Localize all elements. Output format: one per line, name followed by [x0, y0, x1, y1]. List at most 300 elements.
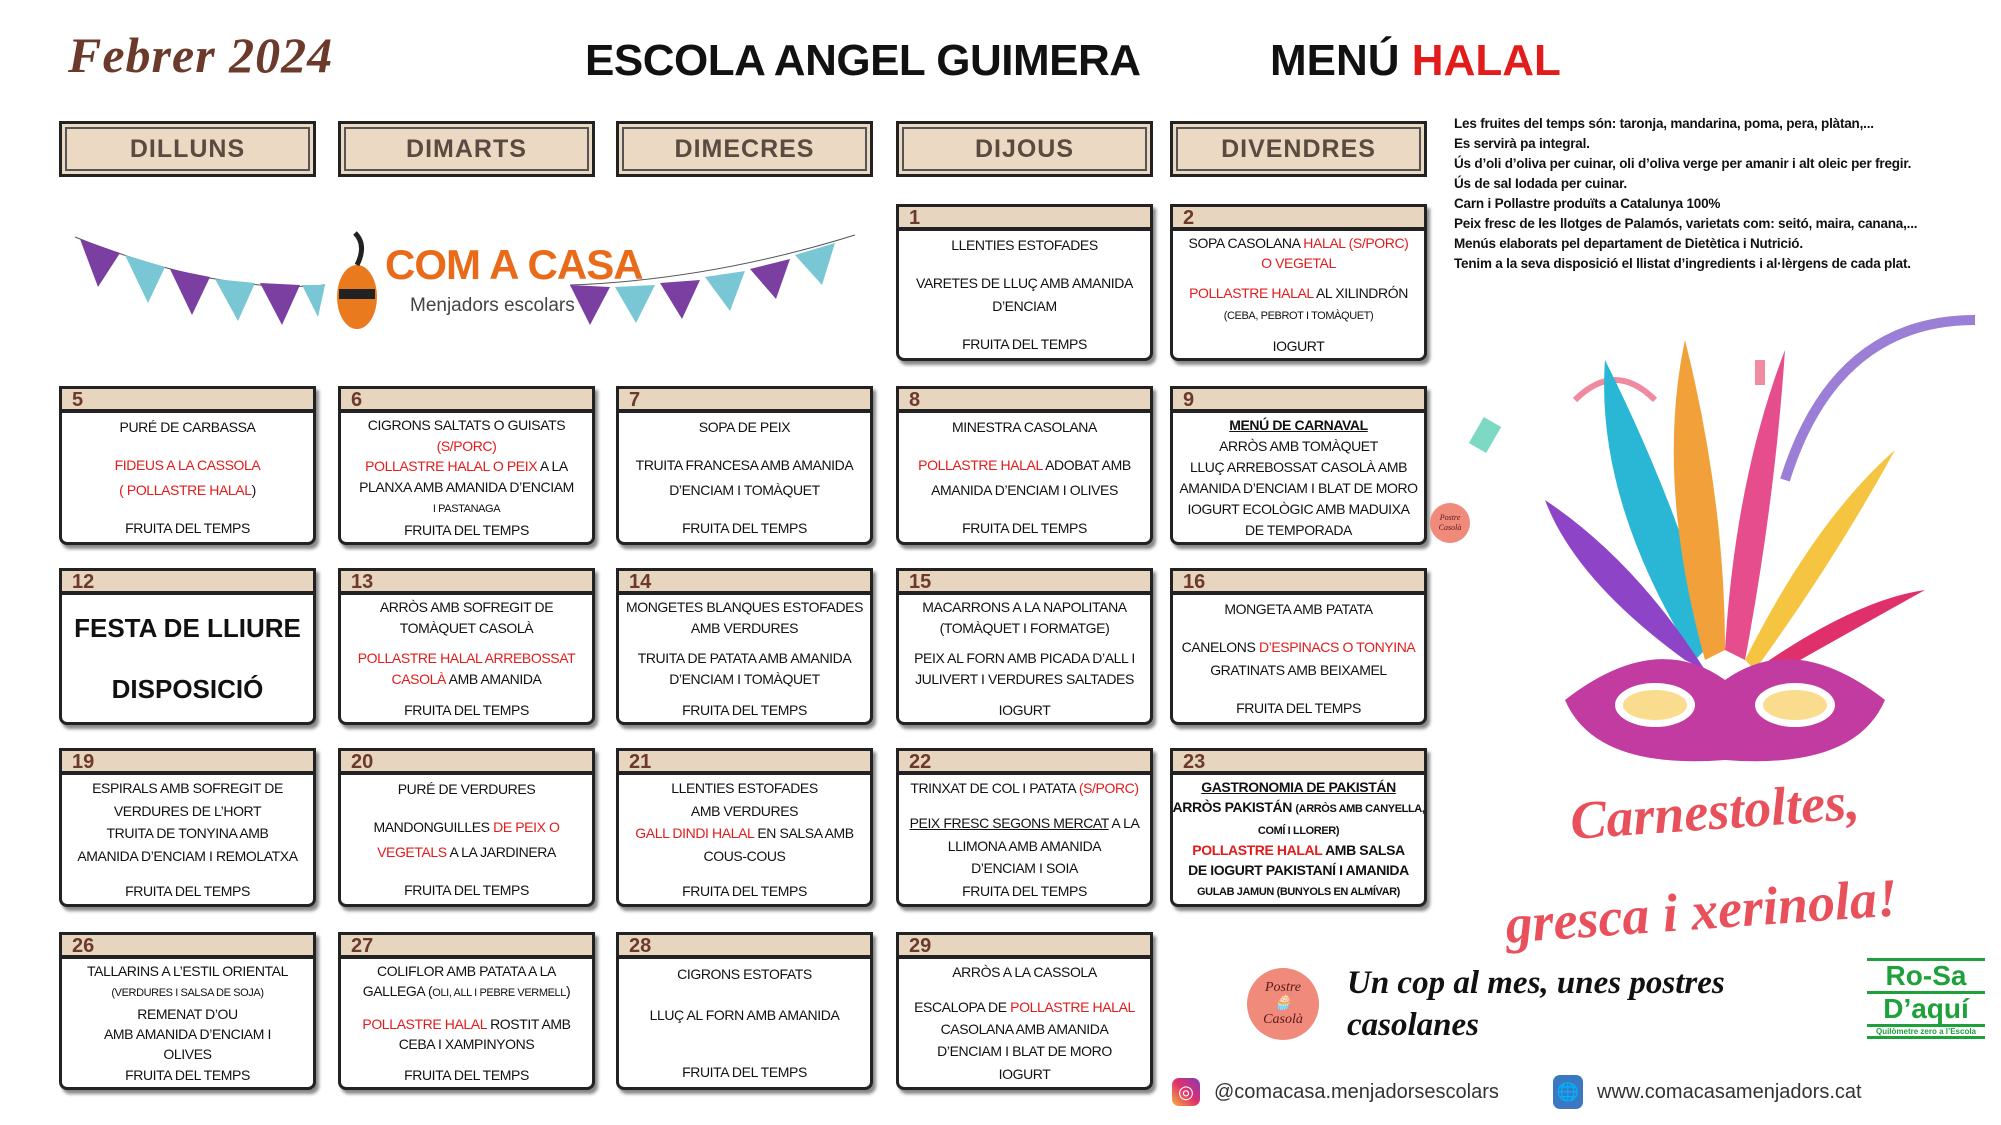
dish-text: MENÚ DE CARNAVAL — [1229, 417, 1368, 434]
dish-text: ESCALOPA DE — [914, 998, 1011, 1015]
dish-text: GASTRONOMIA DE PAKISTÁN — [1201, 778, 1396, 795]
day-number: 13 — [341, 571, 592, 595]
dish-text: ADOBAT AMB — [1042, 457, 1131, 474]
dish-text: IOGURT — [1272, 337, 1325, 354]
dish-text: OLIVES — [163, 1046, 212, 1063]
day-number: 14 — [619, 571, 870, 595]
globe-icon: 🌐 — [1553, 1075, 1583, 1109]
note-line: Ús de sal Iodada per cuinar. — [1454, 176, 1627, 191]
dish-line — [380, 598, 553, 616]
day-number: 22 — [899, 751, 1150, 775]
dish-text: D’ENCIAM I SOIA — [971, 860, 1078, 877]
dish-text: TRUITA DE PATATA AMB AMANIDA — [637, 650, 852, 667]
dish-line — [125, 519, 250, 537]
day-number: 6 — [341, 389, 592, 413]
dish-line — [1189, 234, 1409, 252]
menu-day-13 — [338, 568, 595, 725]
day-number: 2 — [1173, 207, 1424, 231]
menu-day-16 — [1170, 568, 1427, 725]
dish-text: ARRÒS A LA CASSOLA — [952, 964, 1097, 981]
note-line: Ús d’oli d’oliva per cuinar, oli d’oliva verge per amanir i alt oleic per fregir. — [1454, 156, 1912, 171]
dish-line — [671, 779, 818, 797]
dish-line — [112, 672, 264, 706]
dish-line — [358, 649, 576, 667]
dish-text: (ARRÒS AMB CANYELLA, — [1295, 802, 1424, 815]
dish-line — [669, 670, 820, 688]
day-number: 27 — [341, 935, 592, 959]
dish-line — [1190, 458, 1407, 476]
dish-text: MACARRONS A LA NAPOLITANA — [922, 599, 1127, 616]
dish-line — [392, 670, 542, 688]
dish-line — [962, 882, 1087, 900]
menu-day-14 — [616, 568, 873, 725]
dish-text: D’ENCIAM I TOMÀQUET — [669, 670, 820, 687]
day-number: 26 — [62, 935, 313, 959]
dish-line — [638, 649, 852, 667]
dish-text: FRUITA DEL TEMPS — [125, 882, 250, 899]
day-menu — [341, 959, 592, 1087]
menu-day-7 — [616, 386, 873, 545]
dish-text: COLIFLOR AMB PATATA A LA — [377, 963, 556, 980]
day-menu — [899, 413, 1150, 542]
dish-line — [1236, 699, 1361, 717]
day-number: 9 — [1173, 389, 1424, 413]
dish-text: FRUITA DEL TEMPS — [962, 519, 1087, 536]
dish-text: REMENAT D’OU — [137, 1005, 238, 1022]
dish-line — [120, 418, 256, 436]
day-menu — [899, 231, 1150, 358]
km0-tagline: Quilòmetre zero a l’Escola — [1867, 1027, 1985, 1039]
dish-text: LLIMONA AMB AMANIDA — [947, 837, 1102, 854]
dish-text: FRUITA DEL TEMPS — [404, 1066, 529, 1083]
day-menu — [899, 959, 1150, 1087]
day-number: 19 — [62, 751, 313, 775]
note-line: Les fruites del temps són: taronja, mandarina, poma, pera, plàtan,... — [1454, 116, 1874, 131]
dish-text: CIGRONS SALTATS O GUISATS — [367, 417, 566, 434]
note-line: Menús elaborats pel departament de Dietètica i Nutrició. — [1454, 236, 1803, 251]
day-number: 1 — [899, 207, 1150, 231]
dish-line — [1224, 600, 1372, 618]
halal-highlight: FIDEUS A LA CASSOLA — [114, 457, 261, 474]
dish-line — [910, 779, 1138, 797]
dish-text: AMB VERDURES — [690, 619, 799, 636]
menu-day-22 — [896, 748, 1153, 907]
dish-text: TRUITA DE TONYINA AMB — [106, 825, 269, 842]
halal-highlight: POLLASTRE HALAL ARREBOSSAT — [357, 650, 576, 667]
dish-text: A LA — [537, 458, 568, 475]
day-menu — [1173, 231, 1424, 358]
dish-line — [363, 982, 570, 1002]
dish-line — [962, 519, 1087, 537]
day-number: 8 — [899, 389, 1150, 413]
halal-highlight: POLLASTRE HALAL O PEIX — [365, 458, 538, 475]
dish-line — [74, 611, 301, 645]
menu-day-20 — [338, 748, 595, 907]
dish-line — [910, 814, 1140, 832]
day-menu — [1173, 595, 1424, 722]
dish-text: (TOMÀQUET I FORMATGE) — [939, 619, 1110, 636]
halal-highlight: POLLASTRE HALAL — [918, 457, 1043, 474]
weekday-header-wednesday: DIMECRES — [616, 121, 873, 177]
halal-highlight: POLLASTRE HALAL — [1189, 285, 1314, 302]
website-link[interactable] — [1553, 1075, 1862, 1109]
slogan-line: casolanes — [1347, 1007, 1479, 1043]
dish-text: AMANIDA D’ENCIAM I REMOLATXA — [77, 847, 298, 864]
dish-line — [677, 965, 812, 983]
dish-line — [691, 802, 798, 820]
km0-name2: D’aquí — [1867, 994, 1985, 1027]
halal-highlight: VEGETALS — [377, 843, 447, 860]
dish-line — [359, 478, 574, 496]
dish-line — [636, 456, 854, 474]
dish-line — [682, 701, 807, 719]
dish-text: EN SALSA AMB — [753, 825, 854, 842]
day-menu — [62, 413, 313, 542]
dish-text: ARRÒS PAKISTÁN — [1173, 798, 1296, 815]
dish-text: FRUITA DEL TEMPS — [1236, 700, 1361, 717]
halal-highlight: POLLASTRE HALAL — [362, 1015, 487, 1032]
day-menu — [341, 413, 592, 542]
menu-day-27 — [338, 932, 595, 1090]
dish-text: OLI, ALL I PEBRE VERMELL — [432, 987, 566, 1000]
dish-line — [951, 236, 1098, 254]
dish-text: AMB VERDURES — [690, 802, 799, 819]
dish-text: ARRÒS AMB TOMÀQUET — [1219, 438, 1378, 455]
dish-text: FRUITA DEL TEMPS — [962, 882, 1087, 899]
dish-text: IOGURT — [998, 1065, 1051, 1082]
dish-line — [125, 1066, 250, 1084]
logo-subtitle: Menjadors escolars — [410, 295, 575, 316]
dish-text: PEIX AL FORN AMB PICADA D’ALL I — [914, 650, 1135, 667]
menu-notes — [1454, 114, 1917, 274]
dish-text: AL XILINDRÓN — [1313, 285, 1408, 302]
note-line: Es servirà pa integral. — [1454, 136, 1590, 151]
dish-text: FRUITA DEL TEMPS — [682, 701, 807, 718]
dish-line — [104, 1025, 271, 1043]
dish-line — [368, 416, 565, 434]
dish-text: A LA JARDINERA — [446, 843, 556, 860]
dish-line — [1261, 254, 1336, 272]
menu-day-21 — [616, 748, 873, 907]
halal-highlight: POLLASTRE HALAL — [1192, 842, 1323, 859]
halal-highlight: DE PEIX O — [493, 819, 560, 836]
dish-line — [922, 598, 1126, 616]
dish-line — [940, 619, 1110, 637]
halal-highlight: GALL DINDI HALAL — [635, 825, 754, 842]
dish-text: PURÉ DE VERDURES — [397, 781, 536, 798]
weekday-header-friday: DIVENDRES — [1170, 121, 1427, 177]
dish-text: DE TEMPORADA — [1245, 521, 1352, 538]
halal-highlight: HALAL (S/PORC) — [1303, 235, 1409, 252]
menu-day-29 — [896, 932, 1153, 1090]
dish-line — [931, 481, 1118, 499]
dish-text: AMB AMANIDA — [445, 670, 542, 687]
dish-text: LLUÇ AL FORN AMB AMANIDA — [649, 1007, 840, 1024]
dish-line — [1189, 284, 1408, 302]
dish-line — [682, 1063, 807, 1081]
day-menu — [619, 595, 870, 722]
day-menu — [62, 775, 313, 904]
dish-line — [119, 481, 256, 499]
day-menu — [619, 413, 870, 542]
badge-bottom: Casolà — [1263, 1012, 1303, 1027]
menu-day-1 — [896, 204, 1153, 361]
dish-text: AMANIDA D’ENCIAM I BLAT DE MORO — [1179, 479, 1418, 496]
dish-line — [682, 519, 807, 537]
dish-text: AMB SALSA — [1322, 842, 1405, 859]
logo-name: COM A CASA — [385, 241, 643, 288]
dish-line — [400, 619, 534, 637]
menu-day-12 — [59, 568, 316, 725]
dish-line — [125, 882, 250, 900]
dish-line — [404, 701, 529, 719]
dish-line — [1182, 638, 1416, 656]
dish-text: A LA — [1108, 815, 1140, 832]
menu-day-28 — [616, 932, 873, 1090]
dish-line — [918, 456, 1131, 474]
dish-line — [682, 882, 807, 900]
carnival-title: Carnestoltes, — [1568, 770, 1862, 852]
day-menu — [899, 775, 1150, 904]
halal-highlight: (S/PORC) — [1078, 780, 1139, 797]
instagram-icon: ◎ — [1172, 1078, 1200, 1106]
instagram-handle[interactable] — [1172, 1078, 1499, 1106]
dish-text: D’ENCIAM I TOMÀQUET — [669, 481, 820, 498]
day-number: 7 — [619, 389, 870, 413]
menu-day-5 — [59, 386, 316, 545]
dish-line — [433, 498, 500, 518]
dish-line — [1179, 479, 1417, 497]
dish-text: SOPA DE PEIX — [698, 419, 791, 436]
postre-casola-badge-small — [1430, 503, 1470, 543]
website-text: www.comacasamenjadors.cat — [1597, 1080, 1862, 1103]
badge-bottom: Casolà — [1438, 523, 1462, 532]
dish-text: TRINXAT DE COL I PATATA — [910, 780, 1079, 797]
dish-text: PLANXA AMB AMANIDA D’ENCIAM — [359, 478, 574, 495]
weekday-header-tuesday: DIMARTS — [338, 121, 595, 177]
dish-text: IOGURT ECOLÒGIC AMB MADUIXA — [1187, 500, 1410, 517]
dish-line — [914, 649, 1135, 667]
dish-line — [377, 843, 556, 861]
day-menu — [341, 595, 592, 722]
menu-day-23 — [1170, 748, 1427, 907]
dish-line — [404, 521, 529, 539]
day-number: 21 — [619, 751, 870, 775]
dish-line — [1188, 861, 1409, 879]
day-number: 5 — [62, 389, 313, 413]
dish-line — [437, 437, 497, 455]
day-number: 12 — [62, 571, 313, 595]
menu-day-26 — [59, 932, 316, 1090]
note-line: Tenim a la seva disposició el llistat d’ingredients i al·lèrgens de cada plat. — [1454, 256, 1911, 271]
dish-line — [114, 802, 261, 820]
day-number: 28 — [619, 935, 870, 959]
day-number: 16 — [1173, 571, 1424, 595]
menu-day-19 — [59, 748, 316, 907]
dish-line — [1173, 798, 1424, 818]
dish-text: TRUITA FRANCESA AMB AMANIDA — [635, 457, 854, 474]
day-menu — [619, 775, 870, 904]
dish-line — [650, 1006, 840, 1024]
dish-text: IOGURT — [998, 701, 1051, 718]
dish-line — [1192, 841, 1404, 859]
dish-text: DISPOSICIÓ — [111, 674, 264, 705]
weekday-header-monday: DILLUNS — [59, 121, 316, 177]
menu-day-6 — [338, 386, 595, 545]
dish-line — [404, 881, 529, 899]
dish-text: (VERDURES I SALSA DE SOJA) — [111, 987, 264, 1000]
dish-text: SOPA CASOLANA — [1188, 235, 1304, 252]
dish-line — [669, 481, 820, 499]
dish-text: CIGRONS ESTOFATS — [677, 965, 812, 982]
dish-text: ROSTIT AMB — [486, 1015, 571, 1032]
day-number: 20 — [341, 751, 592, 775]
halal-highlight: O VEGETAL — [1261, 255, 1336, 272]
dish-text: ARRÒS AMB SOFREGIT DE — [379, 599, 554, 616]
dish-line — [115, 456, 261, 474]
halal-highlight: (S/PORC) — [436, 437, 497, 454]
dish-line — [365, 457, 568, 475]
dish-text: FRUITA DEL TEMPS — [125, 1066, 250, 1083]
dish-text: GULAB JAMUN (BUNYOLS EN ALMÍVAR) — [1197, 886, 1400, 899]
menu-type: HALAL — [1411, 36, 1561, 85]
dish-line — [914, 998, 1135, 1016]
dish-line — [92, 779, 283, 797]
menu-day-9 — [1170, 386, 1427, 545]
dish-line — [962, 335, 1087, 353]
dish-text: I PASTANAGA — [432, 503, 501, 516]
coma-a-casa-logo — [335, 225, 643, 340]
dish-text: MONGETA AMB PATATA — [1224, 600, 1373, 617]
dish-text: VARETES DE LLUÇ AMB AMANIDA — [916, 274, 1133, 291]
dish-line — [163, 1045, 211, 1063]
dish-text: MINESTRA CASOLANA — [952, 419, 1097, 436]
dish-line — [635, 824, 853, 842]
dish-text: FESTA DE LLIURE — [74, 612, 301, 643]
rosa-daqui-logo — [1867, 958, 1985, 1039]
dish-line — [626, 598, 863, 616]
dish-text: GALLEGA ( — [362, 983, 433, 1000]
dish-line — [1258, 820, 1339, 840]
dish-line — [1229, 416, 1368, 434]
menu-title — [1270, 36, 1561, 86]
slogan-line: Un cop al mes, unes postres — [1347, 965, 1725, 1001]
slogan — [1347, 962, 1725, 1046]
dish-line — [1187, 500, 1409, 518]
menu-prefix: MENÚ — [1270, 36, 1400, 85]
day-menu — [341, 775, 592, 904]
dish-line — [699, 418, 790, 436]
day-menu — [619, 959, 870, 1087]
dish-text: D’ENCIAM — [992, 298, 1057, 315]
dish-text: PURÉ DE CARBASSA — [119, 419, 256, 436]
dish-text: FRUITA DEL TEMPS — [404, 521, 529, 538]
dish-text: FRUITA DEL TEMPS — [404, 881, 529, 898]
dish-text: FRUITA DEL TEMPS — [404, 701, 529, 718]
halal-highlight: POLLASTRE HALAL — [1010, 998, 1135, 1015]
dish-text: FRUITA DEL TEMPS — [962, 336, 1087, 353]
dish-text: FRUITA DEL TEMPS — [682, 1064, 807, 1081]
dish-line — [915, 670, 1134, 688]
day-menu — [899, 595, 1150, 722]
dish-line — [1201, 778, 1396, 796]
dish-text: GRATINATS AMB BEIXAMEL — [1210, 662, 1387, 679]
instagram-text: @comacasa.menjadorsescolars — [1214, 1080, 1499, 1103]
halal-highlight: ( POLLASTRE HALAL — [119, 481, 252, 498]
day-number: 23 — [1173, 751, 1424, 775]
dish-line — [691, 619, 798, 637]
dish-text: FRUITA DEL TEMPS — [682, 882, 807, 899]
dish-text: AMB AMANIDA D’ENCIAM I — [103, 1026, 271, 1043]
dish-line — [362, 1015, 570, 1033]
halal-highlight: D’ESPINACS O TONYINA — [1258, 638, 1416, 655]
day-number: 15 — [899, 571, 1150, 595]
dish-line — [107, 824, 269, 842]
dish-line — [77, 847, 297, 865]
day-number: 29 — [899, 935, 1150, 959]
day-menu — [62, 959, 313, 1087]
dish-line — [948, 837, 1101, 855]
note-line: Peix fresc de les llotges de Palamós, varietats com: seitó, maira, canana,... — [1454, 216, 1918, 231]
day-menu — [1173, 413, 1424, 542]
logo-pot-icon — [335, 225, 385, 335]
day-menu — [62, 595, 313, 722]
dish-line — [999, 701, 1051, 719]
dish-text: TALLARINS A L’ESTIL ORIENTAL — [87, 963, 288, 980]
dish-text: VERDURES DE L’HORT — [113, 802, 262, 819]
day-menu — [1173, 775, 1424, 904]
dish-text: TOMÀQUET CASOLÀ — [399, 619, 534, 636]
carnival-mask-illustration — [1455, 300, 1995, 780]
dish-text: ESPIRALS AMB SOFREGIT DE — [92, 780, 283, 797]
postre-casola-badge — [1247, 968, 1319, 1040]
badge-top: Postre — [1439, 513, 1461, 522]
dish-line — [1273, 337, 1325, 355]
badge-top: Postre — [1264, 980, 1302, 995]
dish-line — [1219, 437, 1378, 455]
km0-name1: Ro-Sa — [1867, 958, 1985, 994]
dish-text: COUS-COUS — [703, 847, 786, 864]
dish-text: CASOLANA AMB AMANIDA — [940, 1021, 1109, 1038]
menu-day-2 — [1170, 204, 1427, 361]
dish-line — [137, 1005, 237, 1023]
dish-text: MONGETES BLANQUES ESTOFADES — [625, 599, 864, 616]
dish-line — [398, 780, 536, 798]
dish-line — [1210, 661, 1387, 679]
menu-day-15 — [896, 568, 1153, 725]
dish-text: PEIX FRESC SEGONS MERCAT — [909, 815, 1109, 832]
dish-text: ) — [251, 481, 256, 498]
dish-line — [87, 962, 288, 980]
dish-text: MANDONGUILLES — [373, 819, 494, 836]
dish-text: D’ENCIAM I BLAT DE MORO — [937, 1043, 1112, 1060]
dish-text: LLENTIES ESTOFADES — [951, 236, 1098, 253]
dish-text: DE IOGURT PAKISTANÍ I AMANIDA — [1188, 862, 1409, 879]
dish-line — [404, 1066, 529, 1084]
dish-line — [704, 847, 786, 865]
dish-line — [373, 818, 559, 836]
dish-line — [399, 1035, 535, 1053]
dish-line — [937, 1042, 1112, 1060]
dish-line — [941, 1020, 1109, 1038]
dish-line — [111, 982, 263, 1002]
dish-line — [1245, 521, 1352, 539]
dish-text: LLUÇ ARREBOSSAT CASOLÀ AMB — [1189, 459, 1408, 476]
dish-line — [952, 418, 1097, 436]
dish-text: JULIVERT I VERDURES SALTADES — [915, 670, 1134, 687]
dish-text: AMANIDA D’ENCIAM I OLIVES — [931, 481, 1118, 498]
dish-text: (CEBA, PEBROT I TOMÀQUET) — [1223, 309, 1374, 322]
